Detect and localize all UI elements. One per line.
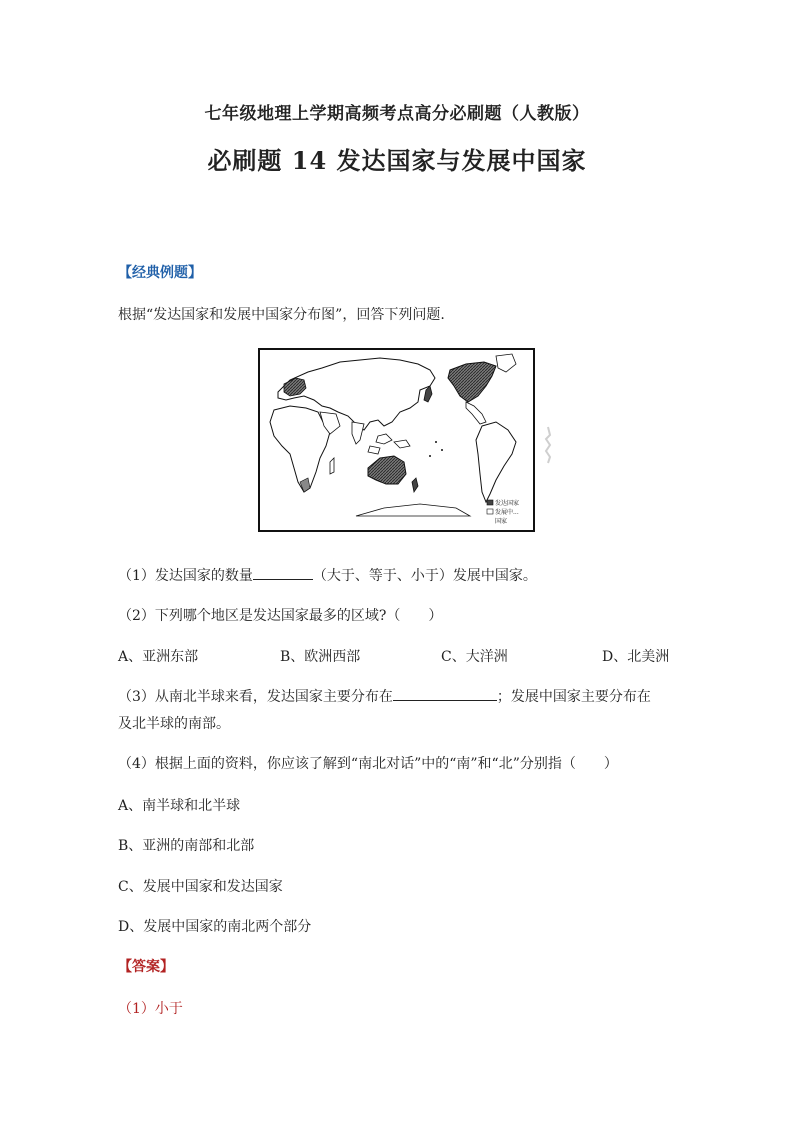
southeast-asia-islands xyxy=(368,434,410,454)
q4-option-d: D、发展中国家的南北两个部分 xyxy=(118,919,312,935)
q2-option-d: D、北美洲 xyxy=(602,649,670,665)
question-2: （2）下列哪个地区是发达国家最多的区域?（ ） xyxy=(118,608,443,624)
pacific-island xyxy=(441,449,443,451)
q1-prefix: （1）发达国家的数量 xyxy=(118,568,253,584)
greenland-island xyxy=(496,354,516,372)
q4-option-c: C、发展中国家和发达国家 xyxy=(118,879,283,895)
question-3-line-2: 及北半球的南部。 xyxy=(118,716,230,732)
q4-option-b: B、亚洲的南部和北部 xyxy=(118,838,255,854)
question-1 xyxy=(118,565,537,585)
africa-landmass xyxy=(270,406,330,492)
q2-option-a: A、亚洲东部 xyxy=(118,649,199,665)
south-america-landmass xyxy=(476,422,516,502)
world-map-svg xyxy=(260,350,533,530)
pacific-island xyxy=(429,455,431,457)
world-map-figure xyxy=(258,348,535,532)
q3-prefix: （3）从南北半球来看，发达国家主要分布在 xyxy=(118,689,393,705)
north-america-developed xyxy=(448,362,496,402)
intro-text: 根据“发达国家和发展中国家分布图”，回答下列问题. xyxy=(118,307,445,323)
new-zealand-developed xyxy=(412,478,418,492)
document-title: 必刷题 14 发达国家与发展中国家 xyxy=(207,146,587,175)
legend-developing-label: 发展中... xyxy=(495,509,519,516)
question-4: （4）根据上面的资料，你应该了解到“南北对话”中的“南”和“北”分别指（ ） xyxy=(118,756,618,772)
central-america xyxy=(466,402,486,424)
legend-developed-label: 发达国家 xyxy=(495,500,520,507)
answer-section-label: 【答案】 xyxy=(118,959,174,975)
australia-developed xyxy=(368,456,406,484)
map-legend xyxy=(487,499,519,525)
q1-suffix: （大于、等于、小于）发展中国家。 xyxy=(312,568,537,584)
faint-watermark-mark xyxy=(540,425,556,465)
antarctica-landmass xyxy=(356,504,470,516)
q4-option-a: A、南半球和北半球 xyxy=(118,798,241,814)
q2-option-b: B、欧洲西部 xyxy=(280,649,361,665)
question-3 xyxy=(118,686,651,706)
q1-answer-blank[interactable] xyxy=(253,578,313,580)
document-subtitle: 七年级地理上学期高频考点高分必刷题（人教版） xyxy=(204,104,590,124)
india-peninsula xyxy=(352,422,364,444)
legend-developed-swatch xyxy=(487,500,493,505)
q3-suffix: ；发展中国家主要分布在 xyxy=(496,689,651,705)
legend-developing-swatch xyxy=(487,509,493,514)
example-section-label: 【经典例题】 xyxy=(118,265,202,281)
answer-1: （1）小于 xyxy=(118,1001,183,1017)
legend-extra-label: 国家 xyxy=(495,518,508,525)
pacific-island xyxy=(435,441,437,443)
q2-option-c: C、大洋洲 xyxy=(441,649,508,665)
madagascar-island xyxy=(330,458,334,474)
q3-answer-blank[interactable] xyxy=(393,699,497,701)
